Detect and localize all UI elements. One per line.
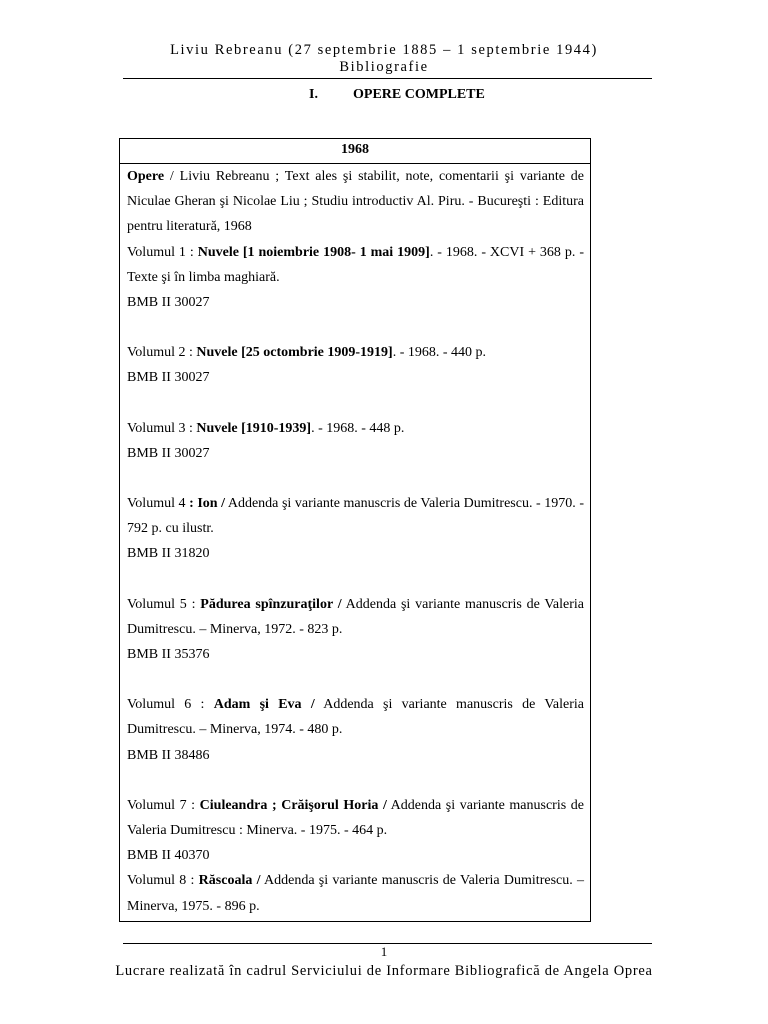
section-number: I. xyxy=(309,87,318,102)
entry-spacer xyxy=(127,391,584,416)
volume-prefix: Volumul 1 : xyxy=(127,244,198,260)
volume-prefix: Volumul 4 xyxy=(127,496,190,512)
page-header xyxy=(0,42,768,76)
volume-title: Nuvele [1910-1939] xyxy=(196,420,312,436)
volume-entry xyxy=(127,240,584,316)
volume-entry xyxy=(127,491,584,567)
volume-description xyxy=(127,692,584,742)
volume-prefix: Volumul 7 : xyxy=(127,797,200,813)
footer-credit: Lucrare realizată în cadrul Serviciului de Informare Bibliografică de Angela Oprea xyxy=(115,963,653,979)
volume-prefix: Volumul 2 : xyxy=(127,345,197,361)
bibliography-table xyxy=(119,138,591,922)
header-subtitle: Bibliografie xyxy=(339,59,429,75)
volume-details: Addenda şi variante manuscris de Valeria Dumitrescu. – Minerva, 1974. - 480 p. xyxy=(127,697,584,738)
volume-entry xyxy=(127,416,584,466)
call-number: BMB II 35376 xyxy=(127,647,210,663)
volume-title: Răscoala / xyxy=(198,873,261,889)
volume-description xyxy=(127,340,584,365)
entry-spacer xyxy=(127,667,584,692)
volume-details: . - 1968. - 448 p. xyxy=(311,420,405,436)
call-number: BMB II 30027 xyxy=(127,295,210,311)
volume-entry xyxy=(127,692,584,768)
entry-spacer xyxy=(127,466,584,491)
volume-description xyxy=(127,868,584,918)
volume-title: Adam şi Eva / xyxy=(213,697,315,713)
header-divider xyxy=(123,78,652,79)
call-number: BMB II 30027 xyxy=(127,445,210,461)
volume-title: Nuvele [25 octombrie 1909-1919] xyxy=(196,345,393,361)
volume-title: Nuvele [1 noiembrie 1908- 1 mai 1909] xyxy=(197,244,430,260)
volume-description xyxy=(127,240,584,290)
call-number: BMB II 31820 xyxy=(127,546,210,562)
call-number: BMB II 30027 xyxy=(127,370,210,386)
table-year-header: 1968 xyxy=(120,139,590,164)
intro-text xyxy=(127,164,584,240)
volume-entry xyxy=(127,793,584,869)
entry-spacer xyxy=(127,567,584,592)
header-title: Liviu Rebreanu (27 septembrie 1885 – 1 septembrie 1944) xyxy=(170,42,598,58)
section-title: OPERE COMPLETE xyxy=(353,87,485,102)
volume-entry xyxy=(127,592,584,668)
volume-title: Pădurea spînzuraţilor / xyxy=(200,596,342,612)
volume-description xyxy=(127,793,584,843)
entry-spacer xyxy=(127,315,584,340)
volume-prefix: Volumul 5 : xyxy=(127,596,201,612)
call-number: BMB II 40370 xyxy=(127,848,210,864)
volume-entry xyxy=(127,340,584,390)
volume-details: Addenda şi variante manuscris de Valeria Dumitrescu. - 1970. - 792 p. cu ilustr. xyxy=(127,496,584,537)
volume-title: Ciuleandra ; Crăişorul Horia / xyxy=(199,797,387,813)
call-number: BMB II 38486 xyxy=(127,747,210,763)
volume-description xyxy=(127,491,584,541)
work-title: Opere xyxy=(127,169,165,184)
intro-description: / Liviu Rebreanu ; Text ales şi stabilit, note, comentarii şi variante de Niculae Gheran şi Nicolae Liu ; Studiu introductiv Al. Piru. - Bucureşti : Editura pentru literatură, 1968 xyxy=(127,169,584,235)
entry-spacer xyxy=(127,768,584,793)
volume-prefix: Volumul 8 : xyxy=(127,873,199,889)
volume-details: Addenda şi variante manuscris de Valeria Dumitrescu : Minerva. - 1975. - 464 p. xyxy=(127,797,584,839)
volume-prefix: Volumul 6 : xyxy=(127,697,214,713)
volume-details: Addenda şi variante manuscris de Valeria Dumitrescu. – Minerva, 1975. - 896 p. xyxy=(127,873,584,914)
table-body xyxy=(120,164,590,919)
volume-details: Addenda şi variante manuscris de Valeria Dumitrescu. – Minerva, 1972. - 823 p. xyxy=(127,596,584,637)
page-number: 1 xyxy=(380,944,388,959)
volume-entry xyxy=(127,868,584,918)
volume-description xyxy=(127,592,584,642)
volume-description xyxy=(127,416,584,441)
volume-title: : Ion / xyxy=(189,496,226,512)
volume-details: . - 1968. - 440 p. xyxy=(392,345,487,361)
intro-entry xyxy=(127,164,584,240)
volume-details: . - 1968. - XCVI + 368 p. - Texte şi în limba maghiară. xyxy=(127,244,584,285)
volume-prefix: Volumul 3 : xyxy=(127,420,197,436)
